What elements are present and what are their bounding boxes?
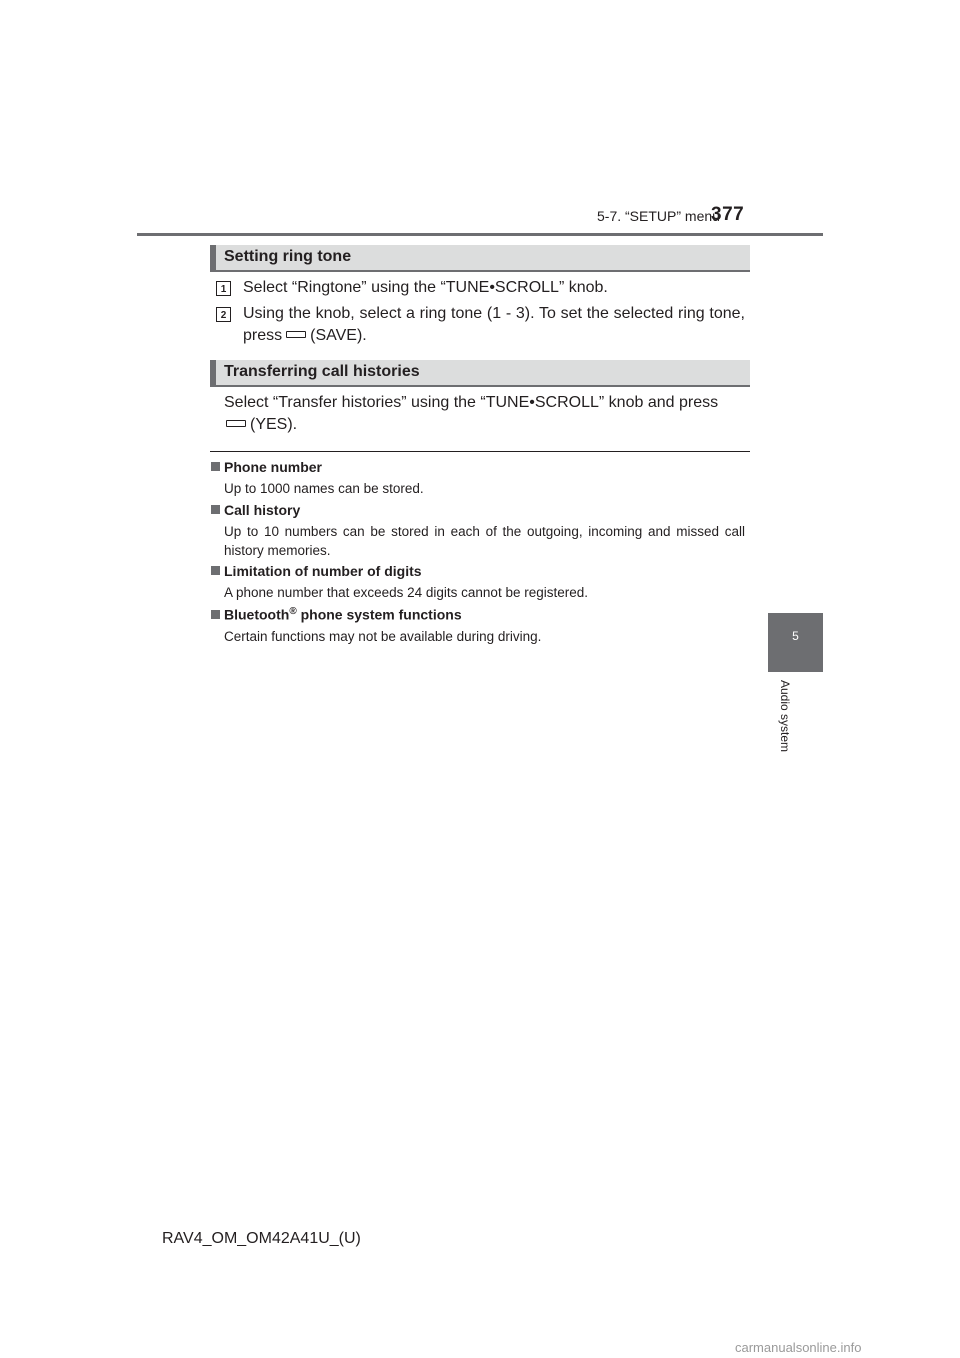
note-title: Limitation of number of digits — [224, 563, 422, 579]
note-heading-digit-limit — [211, 563, 422, 579]
preset-button-icon — [286, 331, 306, 338]
note-title: Phone number — [224, 459, 323, 475]
step-number-2: 2 — [216, 307, 231, 322]
step-2-text — [243, 303, 745, 347]
chapter-tab — [768, 613, 823, 672]
chapter-number: 5 — [792, 629, 799, 643]
square-bullet-icon — [211, 566, 220, 575]
transfer-text-line1: Select “Transfer histories” using the “TUNE•SCROLL” knob and press — [224, 394, 719, 411]
section-heading-transfer — [210, 360, 750, 387]
note-title-suffix: phone system functions — [296, 606, 462, 623]
header-rule — [137, 233, 823, 236]
note-heading-bluetooth — [211, 606, 462, 623]
note-body-digit-limit: A phone number that exceeds 24 digits cannot be registered. — [224, 585, 588, 600]
note-body-call-history: Up to 10 numbers can be stored in each of the outgoing, incoming and missed call history memories. — [224, 524, 745, 558]
step-1-text: Select “Ringtone” using the “TUNE•SCROLL” knob. — [243, 279, 608, 296]
chapter-title: Audio system — [778, 680, 792, 753]
document-code: RAV4_OM_OM42A41U_(U) — [162, 1230, 361, 1247]
page-number: 377 — [711, 204, 745, 225]
note-body-phone-number: Up to 1000 names can be stored. — [224, 481, 424, 496]
note-heading-call-history — [211, 502, 300, 518]
square-bullet-icon — [211, 610, 220, 619]
section-heading-ring-tone — [210, 245, 750, 272]
step-number-1: 1 — [216, 281, 231, 296]
step-2-text-before: Using the knob, select a ring tone (1 - 3). To set the selected ring tone, press — [243, 305, 745, 344]
section-heading-text: Transferring call histories — [224, 363, 420, 380]
watermark: carmanualsonline.info — [735, 1340, 862, 1355]
section-heading-text: Setting ring tone — [224, 248, 352, 265]
transfer-text-line2 — [224, 414, 745, 436]
transfer-text — [224, 392, 745, 436]
square-bullet-icon — [211, 505, 220, 514]
step-2-text-after: (SAVE). — [310, 327, 367, 344]
note-heading-phone-number — [211, 459, 322, 475]
square-bullet-icon — [211, 462, 220, 471]
note-body-bluetooth: Certain functions may not be available during driving. — [224, 629, 542, 644]
divider — [210, 451, 750, 452]
preset-button-icon — [226, 420, 246, 427]
note-title: Call history — [224, 502, 301, 518]
registered-mark: ® — [289, 606, 297, 617]
note-title-prefix: Bluetooth — [224, 606, 290, 623]
section-title: 5-7. “SETUP” menu — [597, 208, 720, 224]
transfer-text-after: (YES). — [250, 416, 298, 433]
